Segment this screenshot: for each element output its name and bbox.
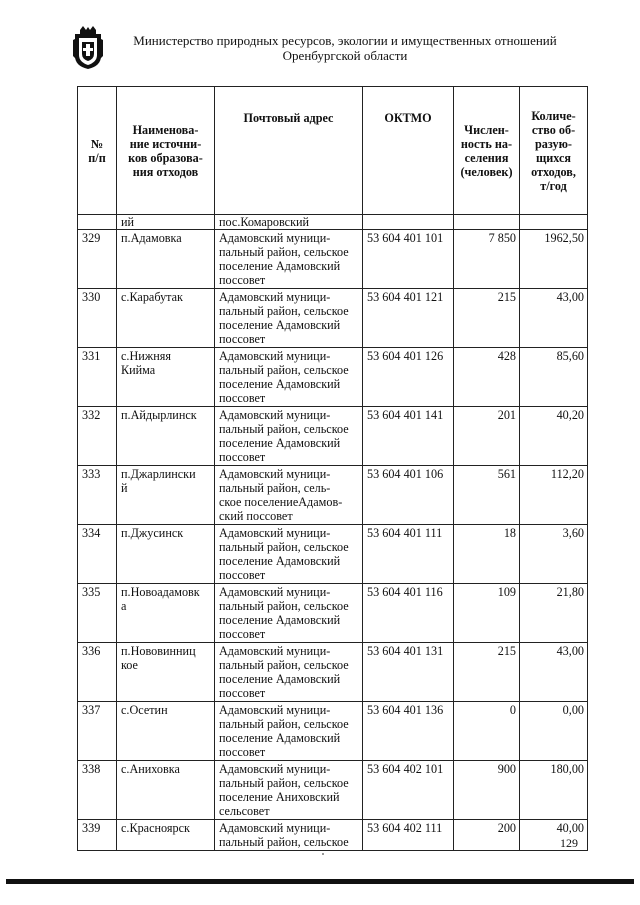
cell-name <box>117 407 215 466</box>
col-header-num: № п/п <box>78 87 117 215</box>
cell-address <box>215 407 363 466</box>
address-line: поселение Адамовский <box>219 436 341 450</box>
address-line: пальный район, сель- <box>219 481 331 495</box>
name-line: с.Осетин <box>121 703 168 717</box>
cell-oktmo: 53 604 401 121 <box>363 289 454 348</box>
address-line: поселение Адамовский <box>219 672 341 686</box>
cell-address <box>215 466 363 525</box>
cell-num: 337 <box>78 702 117 761</box>
cell-address <box>215 584 363 643</box>
cell-population: 900 <box>454 761 520 820</box>
cell-name <box>117 230 215 289</box>
cell-waste: 1962,50 <box>520 230 588 289</box>
address-line: поселение Адамовский <box>219 554 341 568</box>
cell-oktmo <box>363 215 454 230</box>
region-name: Оренбургской области <box>282 48 408 63</box>
address-line: поселение Адамовский <box>219 377 341 391</box>
address-line: пальный район, сельское <box>219 658 349 672</box>
address-line: пальный район, сельское <box>219 422 349 436</box>
table-row <box>78 525 588 584</box>
table-header-row <box>78 87 588 215</box>
name-line: с.Аниховка <box>121 762 180 776</box>
col-header-oktmo: ОКТМО <box>363 87 454 215</box>
address-line: пальный район, сельское <box>219 304 349 318</box>
address-line: ское поселениеАдамов- <box>219 495 343 509</box>
name-line: с.Нижняя <box>121 349 171 363</box>
bottom-rule <box>6 879 634 884</box>
cell-num: 339 <box>78 820 117 851</box>
cell-population: 200 <box>454 820 520 851</box>
cell-oktmo: 53 604 401 106 <box>363 466 454 525</box>
name-line: с.Карабутак <box>121 290 183 304</box>
address-line: поссовет <box>219 745 266 759</box>
cell-name <box>117 289 215 348</box>
cell-num: 331 <box>78 348 117 407</box>
table-row <box>78 230 588 289</box>
name-line: п.Адамовка <box>121 231 182 245</box>
cell-num: 336 <box>78 643 117 702</box>
col-header-address: Почтовый адрес <box>215 87 363 215</box>
address-line: поселение Адамовский <box>219 731 341 745</box>
table-row <box>78 289 588 348</box>
cell-population <box>454 215 520 230</box>
address-line: поселение Адамовский <box>219 613 341 627</box>
address-line: пальный район, сельское <box>219 540 349 554</box>
cell-waste: 43,00 <box>520 643 588 702</box>
name-line: а <box>121 599 127 613</box>
cell-waste: 40,20 <box>520 407 588 466</box>
table-row <box>78 466 588 525</box>
cell-name <box>117 761 215 820</box>
address-line: Адамовский муници- <box>219 349 331 363</box>
cell-num: 334 <box>78 525 117 584</box>
address-line: Адамовский муници- <box>219 290 331 304</box>
address-line: поссовет <box>219 273 266 287</box>
address-line: пальный район, сельское <box>219 776 349 790</box>
col-header-name: Наименова- ние источни- ков образова- ния отходов <box>117 87 215 215</box>
address-line: поссовет <box>219 686 266 700</box>
address-line: Адамовский муници- <box>219 762 331 776</box>
cell-waste: 43,00 <box>520 289 588 348</box>
address-line: поселение Адамовский <box>219 259 341 273</box>
address-line: пальный район, сельское <box>219 363 349 377</box>
table-row <box>78 702 588 761</box>
name-line: кое <box>121 658 138 672</box>
address-line: пальный район, сельское <box>219 835 349 849</box>
coat-of-arms-icon <box>71 26 105 70</box>
address-line: сельсовет <box>219 804 270 818</box>
address-line: поселение Адамовский <box>219 318 341 332</box>
cell-num: 332 <box>78 407 117 466</box>
cell-waste: 85,60 <box>520 348 588 407</box>
address-line: поссовет <box>219 627 266 641</box>
table-row <box>78 761 588 820</box>
address-line: Адамовский муници- <box>219 703 331 717</box>
cell-population: 201 <box>454 407 520 466</box>
name-line: п.Джусинск <box>121 526 184 540</box>
cell-population: 0 <box>454 702 520 761</box>
cell-address <box>215 348 363 407</box>
ministry-name: Министерство природных ресурсов, экологии и имущественных отношений <box>133 33 557 48</box>
address-line: Адамовский муници- <box>219 231 331 245</box>
address-line: Адамовский муници- <box>219 408 331 422</box>
cell-population: 18 <box>454 525 520 584</box>
cell-waste: 21,80 <box>520 584 588 643</box>
cell-oktmo: 53 604 402 111 <box>363 820 454 851</box>
address-line: Адамовский муници- <box>219 585 331 599</box>
cell-address <box>215 525 363 584</box>
address-line: пальный район, сельское <box>219 599 349 613</box>
cell-population: 7 850 <box>454 230 520 289</box>
address-line: поссовет <box>219 391 266 405</box>
table-row <box>78 584 588 643</box>
cell-oktmo: 53 604 401 136 <box>363 702 454 761</box>
cell-address <box>215 643 363 702</box>
cell-population: 561 <box>454 466 520 525</box>
cell-num: 329 <box>78 230 117 289</box>
col-header-population: Числен- ность на- селения (человек) <box>454 87 520 215</box>
cell-num <box>78 215 117 230</box>
name-line: й <box>121 481 128 495</box>
cell-num: 338 <box>78 761 117 820</box>
cell-waste: 112,20 <box>520 466 588 525</box>
address-line: поселение Аниховский <box>219 790 340 804</box>
cell-waste: 40,00 <box>520 820 588 851</box>
cell-name <box>117 820 215 851</box>
cell-address <box>215 230 363 289</box>
address-line: Адамовский муници- <box>219 821 331 835</box>
cell-oktmo: 53 604 401 141 <box>363 407 454 466</box>
cell-address <box>215 289 363 348</box>
scan-speck <box>322 853 324 855</box>
cell-name: ий <box>117 215 215 230</box>
cell-name <box>117 643 215 702</box>
address-line: Адамовский муници- <box>219 526 331 540</box>
cell-num: 335 <box>78 584 117 643</box>
cell-waste <box>520 215 588 230</box>
cell-name <box>117 702 215 761</box>
address-line: поссовет <box>219 450 266 464</box>
document-header <box>120 33 570 63</box>
cell-name <box>117 466 215 525</box>
cell-address <box>215 820 363 851</box>
table-row-continuation <box>78 215 588 230</box>
table-row <box>78 348 588 407</box>
col-header-waste: Количе- ство об- разую- щихся отходов, т/год <box>520 87 588 215</box>
name-line: Кийма <box>121 363 156 377</box>
cell-waste: 3,60 <box>520 525 588 584</box>
cell-oktmo: 53 604 402 101 <box>363 761 454 820</box>
address-line: поссовет <box>219 332 266 346</box>
name-line: п.Новоадамовк <box>121 585 200 599</box>
address-line: поссовет <box>219 568 266 582</box>
cell-name <box>117 348 215 407</box>
address-line: Адамовский муници- <box>219 467 331 481</box>
address-line: пальный район, сельское <box>219 245 349 259</box>
cell-num: 330 <box>78 289 117 348</box>
address-line: ский поссовет <box>219 509 293 523</box>
page-number: 129 <box>560 836 578 850</box>
address-line: Адамовский муници- <box>219 644 331 658</box>
cell-oktmo: 53 604 401 101 <box>363 230 454 289</box>
table-row <box>78 407 588 466</box>
cell-population: 428 <box>454 348 520 407</box>
cell-population: 215 <box>454 643 520 702</box>
cell-num: 333 <box>78 466 117 525</box>
table-row <box>78 820 588 851</box>
cell-oktmo: 53 604 401 116 <box>363 584 454 643</box>
name-line: п.Айдырлинск <box>121 408 197 422</box>
cell-oktmo: 53 604 401 126 <box>363 348 454 407</box>
cell-waste: 0,00 <box>520 702 588 761</box>
cell-name <box>117 525 215 584</box>
name-line: п.Нововинниц <box>121 644 196 658</box>
cell-address <box>215 702 363 761</box>
cell-address <box>215 761 363 820</box>
name-line: п.Джарлински <box>121 467 196 481</box>
address-line: пальный район, сельское <box>219 717 349 731</box>
table-row <box>78 643 588 702</box>
cell-population: 215 <box>454 289 520 348</box>
cell-address: пос.Комаровский <box>215 215 363 230</box>
cell-oktmo: 53 604 401 131 <box>363 643 454 702</box>
cell-name <box>117 584 215 643</box>
cell-population: 109 <box>454 584 520 643</box>
waste-sources-table <box>77 86 588 851</box>
cell-oktmo: 53 604 401 111 <box>363 525 454 584</box>
name-line: с.Красноярск <box>121 821 190 835</box>
cell-waste: 180,00 <box>520 761 588 820</box>
